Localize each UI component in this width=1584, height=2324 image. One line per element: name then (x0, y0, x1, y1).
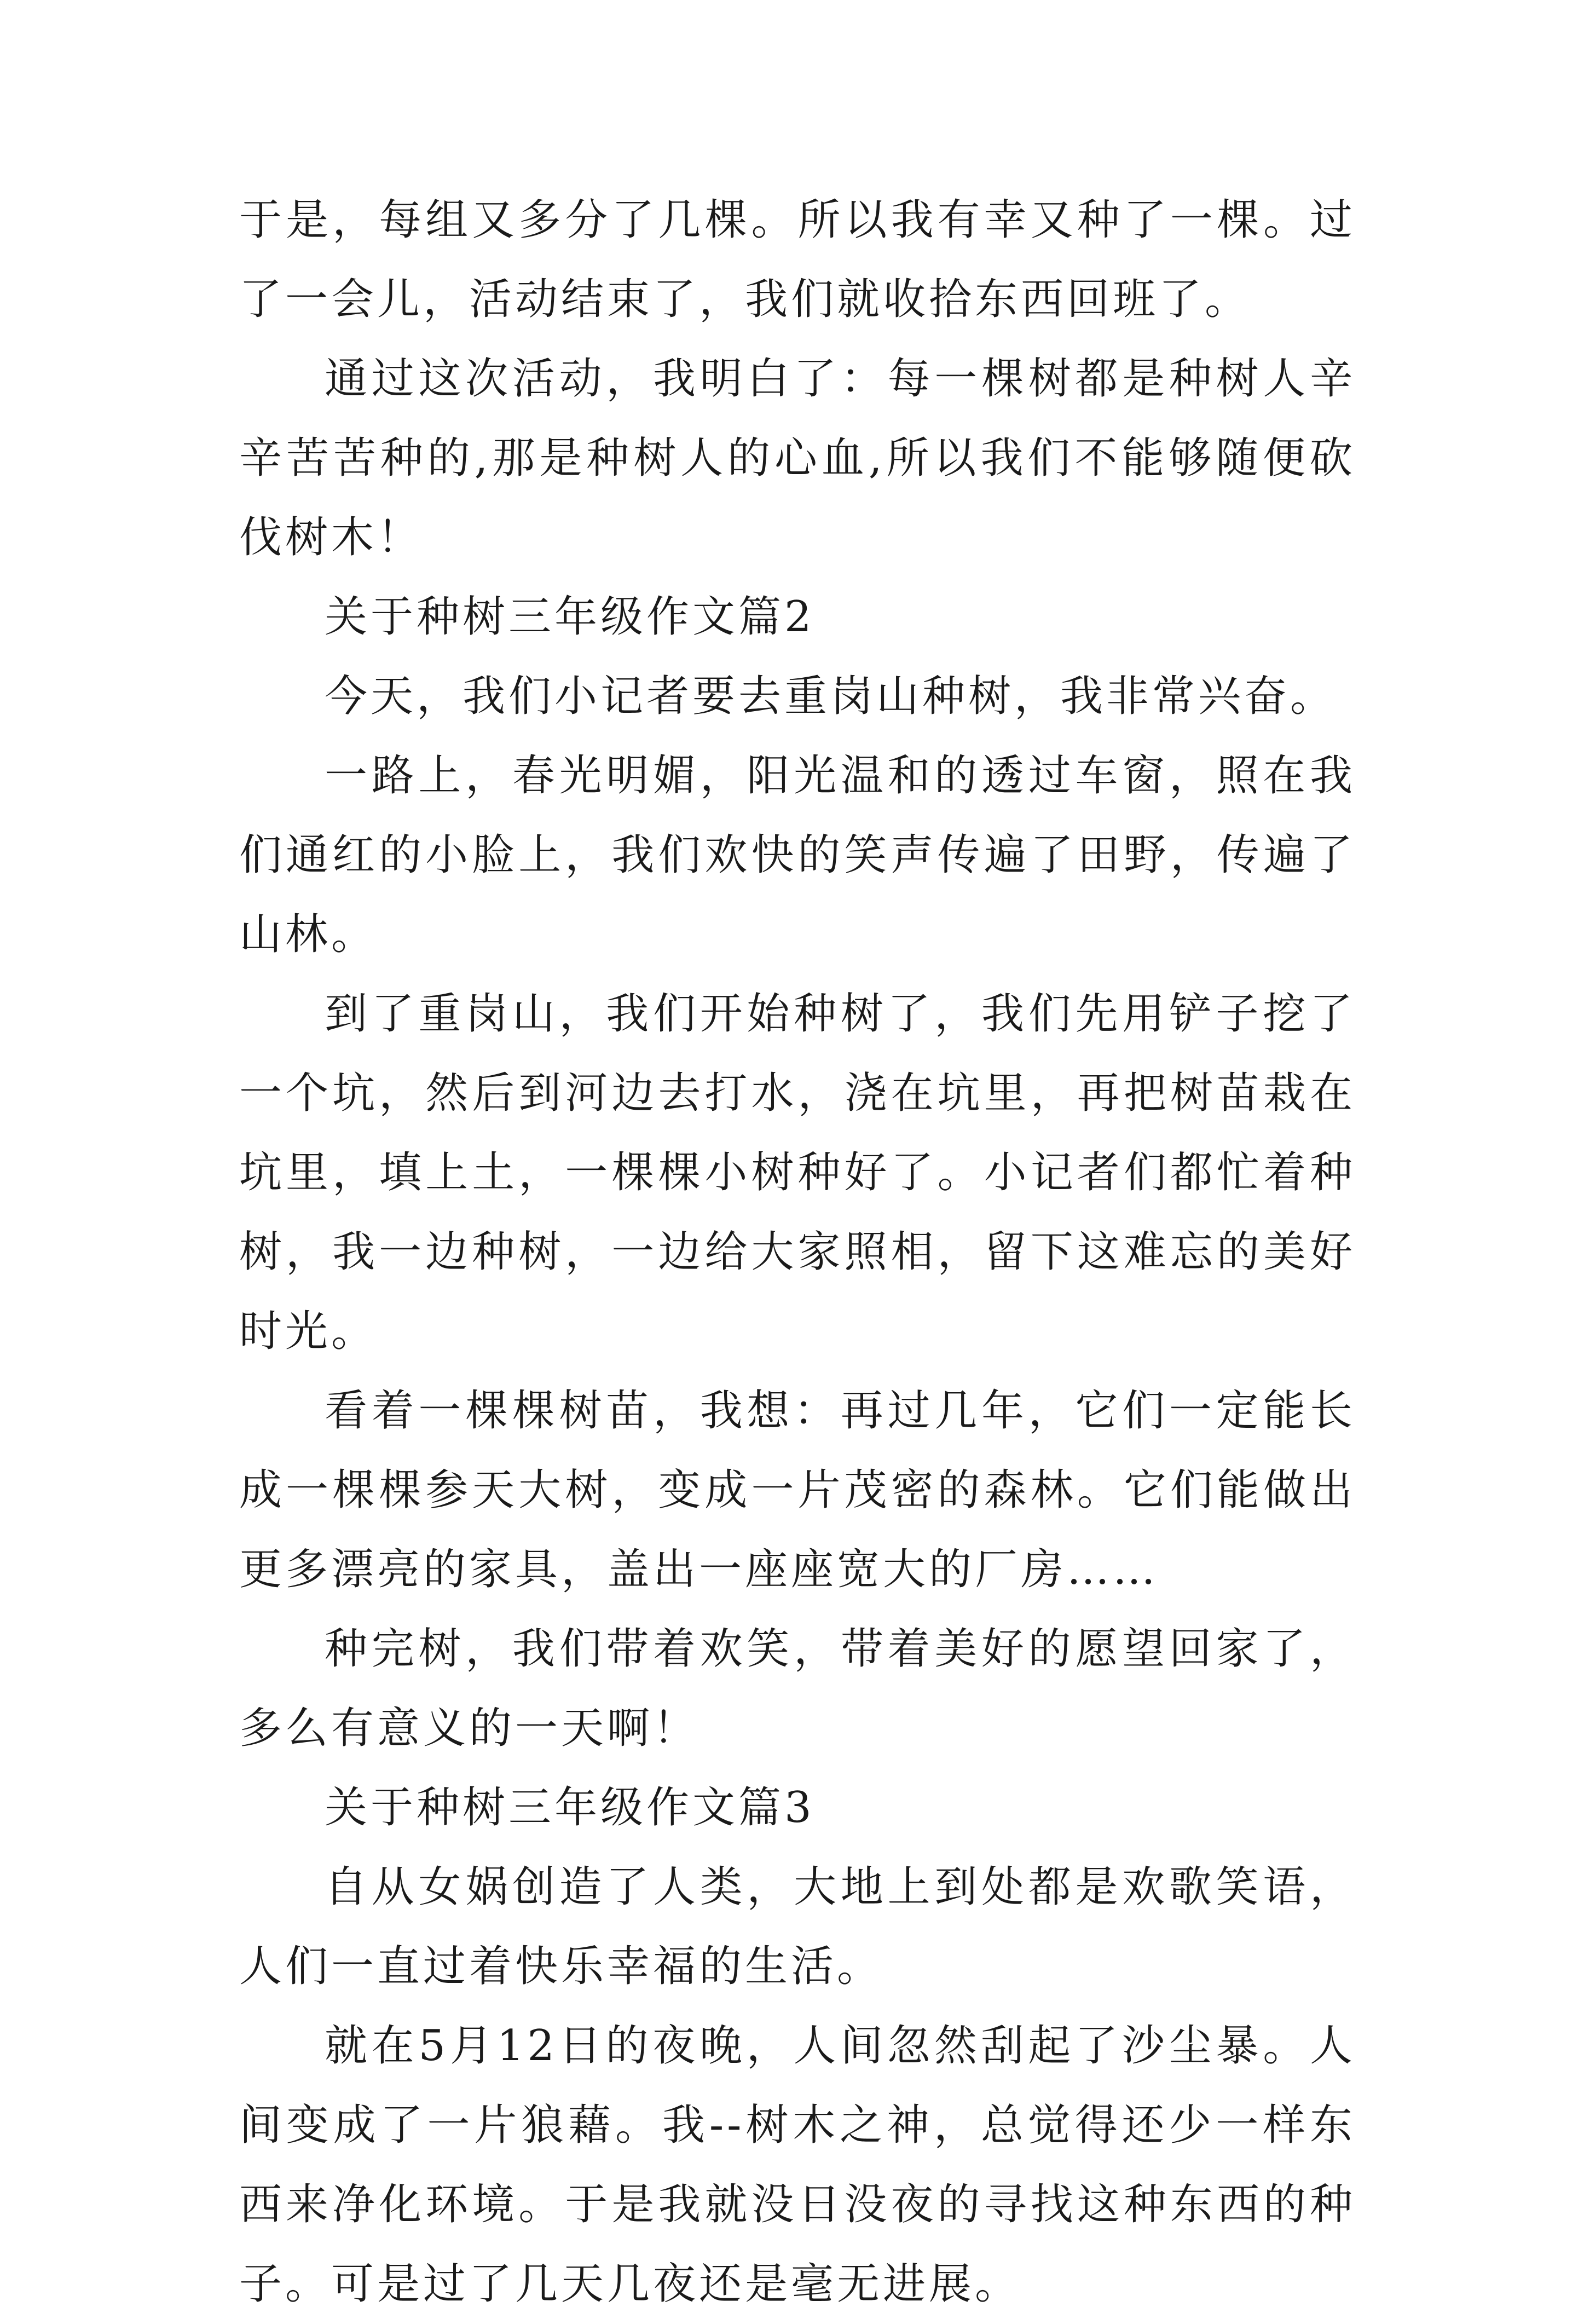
paragraph: 到了重岗山，我们开始种树了，我们先用铲子挖了一个坑，然后到河边去打水，浇在坑里，再把树苗栽在坑里，填上土，一棵棵小树种好了。小记者们都忙着种树，我一边种树，一边给大家照相，留下这难忘的美好时光。 (239, 989, 1356, 1356)
paragraph: 自从女娲创造了人类，大地上到处都是欢歌笑语，人们一直过着快乐幸福的生活。 (239, 1862, 1356, 1991)
paragraph-continuation: 于是，每组又多分了几棵。所以我有幸又种了一棵。过了一会儿，活动结束了，我们就收拾东西回班了。 (239, 195, 1356, 324)
paragraph-conclusion: 通过这次活动，我明白了：每一棵树都是种树人辛辛苦苦种的,那是种树人的心血,所以我们不能够随便砍伐树木！ (239, 354, 1356, 562)
document-body (239, 181, 1356, 2324)
paragraph: 一路上，春光明媚，阳光温和的透过车窗，照在我们通红的小脸上，我们欢快的笑声传遍了田野，传遍了山林。 (239, 751, 1356, 959)
paragraph: 就在5月12日的夜晚，人间忽然刮起了沙尘暴。人间变成了一片狼藉。我--树木之神，总觉得还少一样东西来净化环境。于是我就没日没夜的寻找这种东西的种子。可是过了几天几夜还是毫无进展。 (239, 2021, 1356, 2309)
paragraph: 今天，我们小记者要去重岗山种树，我非常兴奋。 (325, 672, 1337, 721)
paragraph: 看着一棵棵树苗，我想：再过几年，它们一定能长成一棵棵参天大树，变成一片茂密的森林。它们能做出更多漂亮的家具，盖出一座座宽大的厂房…… (239, 1386, 1356, 1594)
paragraph: 种完树，我们带着欢笑，带着美好的愿望回家了，多么有意义的一天啊！ (239, 1624, 1356, 1753)
section-heading-2: 关于种树三年级作文篇2 (325, 592, 815, 642)
section-heading-3: 关于种树三年级作文篇3 (325, 1783, 815, 1832)
